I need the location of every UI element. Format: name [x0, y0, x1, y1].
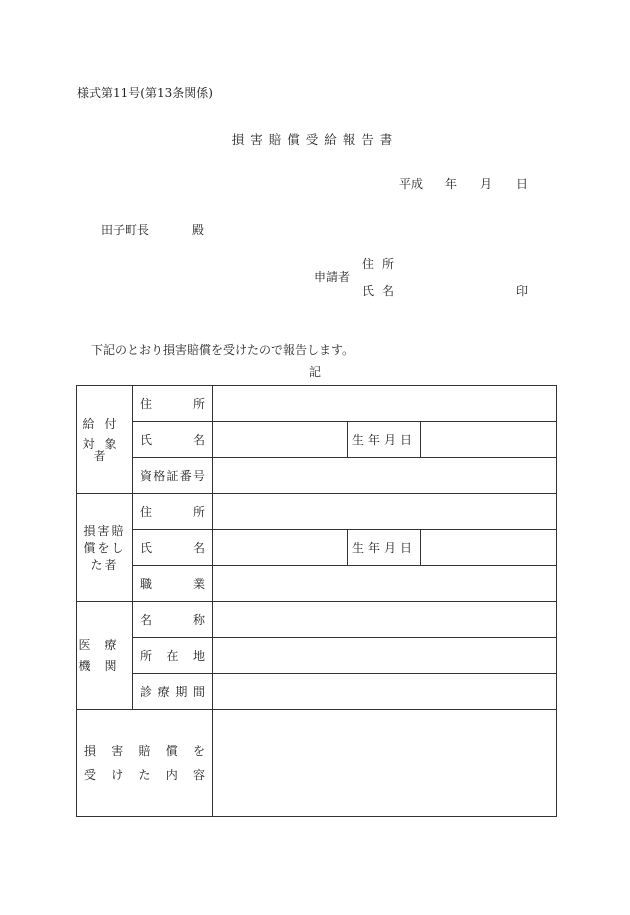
document-title: 損害賠償受給報告書	[231, 132, 399, 147]
input-cell[interactable]	[421, 422, 557, 458]
row-label-text: 住 所	[140, 504, 205, 519]
applicant-label: 申請者	[314, 270, 351, 284]
group-label-line: 償をし	[83, 540, 126, 555]
row-label-text: 診 療 期 間	[140, 684, 205, 699]
ki-heading: 記	[308, 365, 321, 379]
group-label-liable-party	[77, 494, 133, 602]
input-cell[interactable]	[213, 530, 348, 566]
recipient-name: 田子町長	[101, 223, 150, 237]
row-label	[133, 530, 213, 566]
group-label-line: 給付	[82, 416, 127, 431]
row-label-text: 所 在 地	[140, 648, 205, 663]
input-cell[interactable]	[213, 638, 557, 674]
damages-label	[77, 710, 213, 817]
damages-label-line: 受 け た 内 容	[84, 768, 205, 782]
dob-label: 生年月日	[348, 530, 421, 566]
input-cell[interactable]	[213, 602, 557, 638]
input-cell[interactable]	[213, 566, 557, 602]
group-label-line: 機関	[78, 659, 131, 673]
applicant-address-label: 住所	[362, 257, 403, 271]
recipient-honorific: 殿	[192, 223, 205, 237]
group-label-medical-institution	[77, 602, 133, 710]
applicant-name-label: 氏名	[362, 284, 403, 298]
damages-label-line: 損 害 賠 償 を	[84, 744, 205, 758]
row-label	[133, 602, 213, 638]
row-label	[133, 422, 213, 458]
row-label-text: 住 所	[140, 396, 205, 411]
damages-input-cell[interactable]	[213, 710, 557, 817]
row-label-text: 氏 名	[140, 432, 205, 447]
row-label	[133, 458, 213, 494]
row-label	[133, 638, 213, 674]
row-label	[133, 386, 213, 422]
dob-label: 生年月日	[348, 422, 421, 458]
group-label-line: 医療	[78, 638, 131, 652]
row-label-text: 職 業	[140, 576, 205, 591]
row-label-text: 資 格 証 番 号	[140, 468, 205, 483]
input-cell[interactable]	[213, 674, 557, 710]
date-era: 平成	[399, 177, 424, 191]
row-label	[133, 674, 213, 710]
group-label-beneficiary	[77, 386, 133, 494]
group-label-line: た者	[90, 557, 119, 572]
form-number: 様式第11号(第13条関係)	[77, 86, 213, 100]
input-cell[interactable]	[421, 530, 557, 566]
row-label	[133, 566, 213, 602]
row-label-text: 氏 名	[140, 540, 205, 555]
input-cell[interactable]	[213, 422, 348, 458]
date-year-label: 年	[445, 177, 458, 191]
report-table	[76, 385, 557, 817]
input-cell[interactable]	[213, 458, 557, 494]
group-label-line: 損害賠	[83, 523, 126, 538]
input-cell[interactable]	[213, 494, 557, 530]
group-label-line: 対象者	[82, 436, 127, 463]
intro-text: 下記のとおり損害賠償を受けたので報告します。	[91, 343, 355, 357]
date-day-label: 日	[516, 177, 529, 191]
date-month-label: 月	[480, 177, 493, 191]
seal-mark: 印	[516, 284, 529, 298]
row-label-text: 名 称	[140, 612, 205, 627]
input-cell[interactable]	[213, 386, 557, 422]
row-label	[133, 494, 213, 530]
